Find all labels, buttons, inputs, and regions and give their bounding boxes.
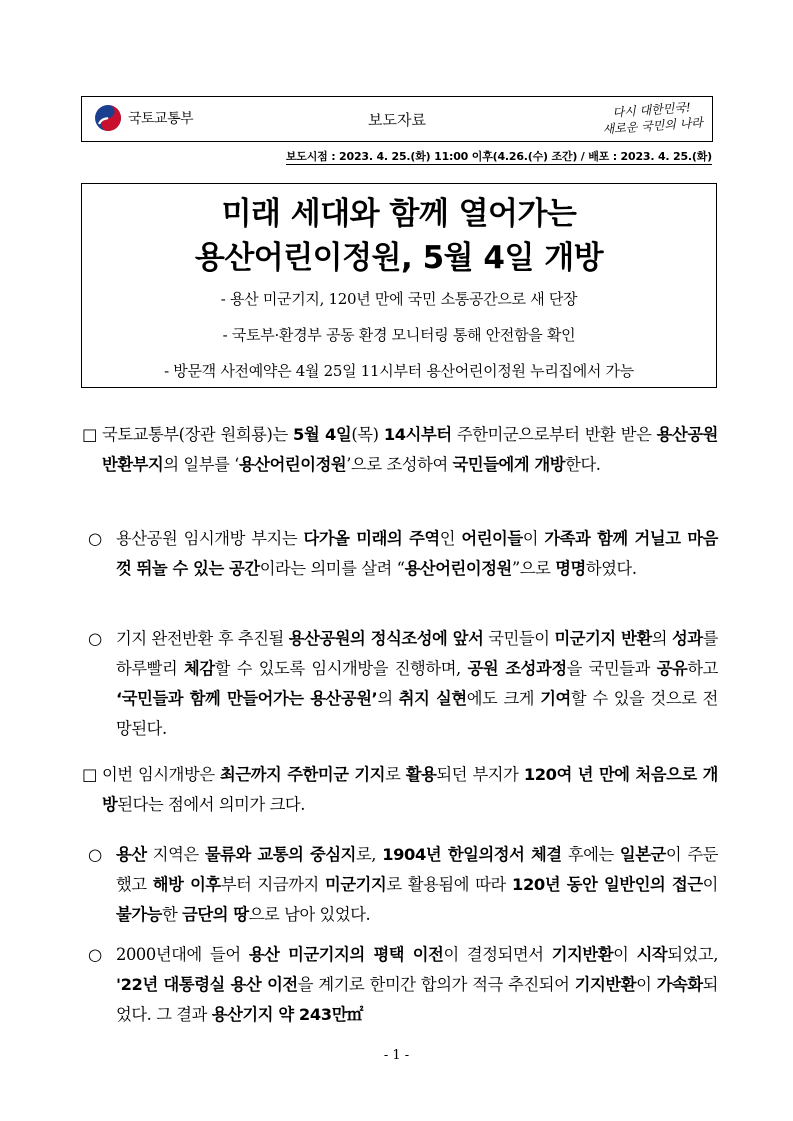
- body-text: 이: [613, 945, 637, 964]
- body-text: 의: [651, 629, 672, 648]
- emphasis-text: 미군기지: [325, 875, 387, 894]
- emphasis-text: 기지반환: [551, 945, 614, 964]
- emphasis-text: 기여: [540, 689, 571, 708]
- release-info: 보도시점 : 2023. 4. 25.(화) 11:00 이후(4.26.(수) 조간) / 배포 : 2023. 4. 25.(화): [285, 150, 712, 163]
- emphasis-text: 120년 동안 일반인의 접근: [512, 875, 703, 894]
- body-text: )는: [266, 425, 294, 444]
- emphasis-text: 최근까지 주한미군 기지: [220, 765, 386, 784]
- paragraph-6: [88, 940, 718, 1030]
- body-text: 로,: [355, 845, 383, 864]
- body-text: 기지 완전반환 후 추진될: [116, 629, 289, 648]
- emphasis-text: 어린이들: [461, 529, 523, 548]
- emphasis-text: '22년 대통령실 용산 이전: [116, 975, 298, 994]
- slogan-line2: 새로운 국민의 나라: [601, 115, 703, 137]
- body-text: 장관 원희룡: [184, 425, 267, 444]
- page-number: - 1 -: [383, 1048, 410, 1063]
- headline-line2: 용산어린이정원, 5월 4일 개방: [194, 240, 604, 276]
- body-text: 이 주둔했고: [116, 845, 718, 894]
- body-text: ”으로: [511, 559, 556, 578]
- emphasis-text: 5월 4일: [293, 425, 352, 444]
- emphasis-text: 14시부터: [383, 425, 452, 444]
- circle-bullet: ○: [88, 945, 102, 964]
- emphasis-text: 가족과 함께 거닐고 마음껏 뛰놀 수 있는 공간: [116, 529, 718, 578]
- body-text: 주한미군으로부터 반환 받은: [451, 425, 657, 444]
- emphasis-text: 국민들에게 개방: [452, 455, 566, 474]
- body-text: 인: [439, 529, 462, 548]
- headline-line1: 미래 세대와 함께 열어가는: [221, 196, 577, 232]
- body-text: 부터 지금까지: [220, 875, 325, 894]
- emphasis-text: 1904년 한일의정서 체결: [382, 845, 562, 864]
- paragraph-text: [88, 524, 718, 584]
- body-text: (목): [351, 425, 384, 444]
- emphasis-text: 체감: [184, 659, 215, 678]
- emphasis-text: 120여 년 만에 처음으로 개방: [102, 765, 718, 814]
- paragraph-text: [88, 840, 718, 930]
- emphasis-text: 가속화: [656, 975, 703, 994]
- paragraph-text: [88, 624, 718, 744]
- emphasis-text: 다가올 미래의 주역: [303, 529, 440, 548]
- emphasis-text: 용산공원의 정식조성에 앞서: [288, 629, 484, 648]
- body-text: 이: [702, 875, 718, 894]
- emphasis-text: 기지반환: [574, 975, 637, 994]
- paragraph-text: [82, 420, 718, 480]
- body-text: 국토교통부(: [102, 425, 185, 444]
- body-text: 용산공원 임시개방 부지는: [116, 529, 304, 548]
- body-text: 을 계기로 한미간 합의가 적극 추진되어: [297, 975, 575, 994]
- headline: [82, 192, 716, 280]
- emphasis-text: 용산: [116, 845, 147, 864]
- paragraph-3: [88, 624, 718, 744]
- circle-bullet: ○: [88, 845, 102, 864]
- body-text: 이: [636, 975, 657, 994]
- emphasis-text: 시작: [636, 945, 668, 964]
- emphasis-text: 일본군: [619, 845, 666, 864]
- body-text: 된다는 점에서 의미가 크다.: [117, 795, 306, 814]
- body-text: 를 하루빨리: [116, 629, 718, 678]
- emphasis-text: 불가능: [116, 905, 162, 924]
- paragraph-2: [88, 524, 718, 584]
- body-text: 국민들이: [483, 629, 555, 648]
- body-text: 한다.: [565, 455, 601, 474]
- body-text: 하였다.: [585, 559, 637, 578]
- slogan: [601, 99, 703, 138]
- body-text: 할 수 있을 것으로 전망된다.: [116, 689, 718, 738]
- body-text: 후에는: [561, 845, 620, 864]
- body-text: 을 국민들과: [566, 659, 657, 678]
- emphasis-text: 미군기지 반환: [554, 629, 652, 648]
- body-text: 의: [377, 689, 399, 708]
- doc-type: 보도자료: [368, 111, 426, 129]
- emphasis-text: 취지 실현: [398, 689, 467, 708]
- paragraph-text: [82, 760, 718, 820]
- subtitle-2: - 국토부·환경부 공동 환경 모니터링 통해 안전함을 확인: [222, 326, 576, 344]
- emphasis-text: 용산어린이정원: [238, 455, 347, 474]
- emphasis-text: 해방 이후: [152, 875, 221, 894]
- paragraph-1: [82, 420, 718, 480]
- body-text: 로: [385, 765, 406, 784]
- emphasis-text: 용산공원 반환부지: [102, 425, 718, 474]
- body-text: 로 활용됨에 따라: [386, 875, 513, 894]
- emphasis-text: 용산 미군기지의 평택 이전: [248, 945, 444, 964]
- paragraph-text: [88, 940, 718, 1030]
- body-text: 되던 부지가: [436, 765, 524, 784]
- circle-bullet: ○: [88, 529, 102, 548]
- org-name: 국토교통부: [128, 111, 194, 127]
- body-text: 이라는 의미를 살려 “: [259, 559, 405, 578]
- emphasis-text: ‘국민들과 함께 만들어가는 용산공원’: [116, 689, 378, 708]
- emphasis-text: 용산기지 약 243만㎡: [211, 1005, 363, 1024]
- emphasis-text: 명명: [555, 559, 586, 578]
- body-text: 에도 크게: [466, 689, 541, 708]
- body-text: 의 일부를 ‘: [163, 455, 239, 474]
- paragraph-5: [88, 840, 718, 930]
- title-box: [81, 183, 717, 388]
- square-bullet: □: [82, 425, 97, 444]
- emphasis-text: 금단의 땅: [182, 905, 249, 924]
- emphasis-text: 공원 조성과정: [467, 659, 567, 678]
- emphasis-text: 용산어린이정원: [404, 559, 512, 578]
- paragraph-4: [82, 760, 718, 820]
- body-text: 이: [522, 529, 545, 548]
- square-bullet: □: [82, 765, 97, 784]
- body-text: 하고: [687, 659, 718, 678]
- body-text: 되었고,: [667, 945, 718, 964]
- emphasis-text: 성과: [671, 629, 703, 648]
- subtitle-3: - 방문객 사전예약은 4월 25일 11시부터 용산어린이정원 누리집에서 가능: [164, 362, 634, 380]
- body-text: 이번 임시개방은: [102, 765, 221, 784]
- body-text: ’으로 조성하여: [346, 455, 453, 474]
- body-text: 할 수 있도록 임시개방을 진행하며,: [214, 659, 468, 678]
- emphasis-text: 물류와 교통의 중심지: [204, 845, 356, 864]
- body-text: 2000년대에 들어: [116, 945, 249, 964]
- emphasis-text: 활용: [405, 765, 437, 784]
- body-text: 이 결정되면서: [443, 945, 552, 964]
- subtitle-1: - 용산 미군기지, 120년 만에 국민 소통공간으로 새 단장: [220, 290, 578, 308]
- body-text: 으로 남아 있었다.: [248, 905, 371, 924]
- emphasis-text: 공유: [656, 659, 688, 678]
- body-text: 한: [161, 905, 183, 924]
- slogan-line1: 다시 대한민국!: [611, 100, 691, 120]
- body-text: 지역은: [146, 845, 205, 864]
- header-box: [81, 96, 713, 142]
- body-text: 되었다. 그 결과: [116, 975, 718, 1024]
- circle-bullet: ○: [88, 629, 102, 648]
